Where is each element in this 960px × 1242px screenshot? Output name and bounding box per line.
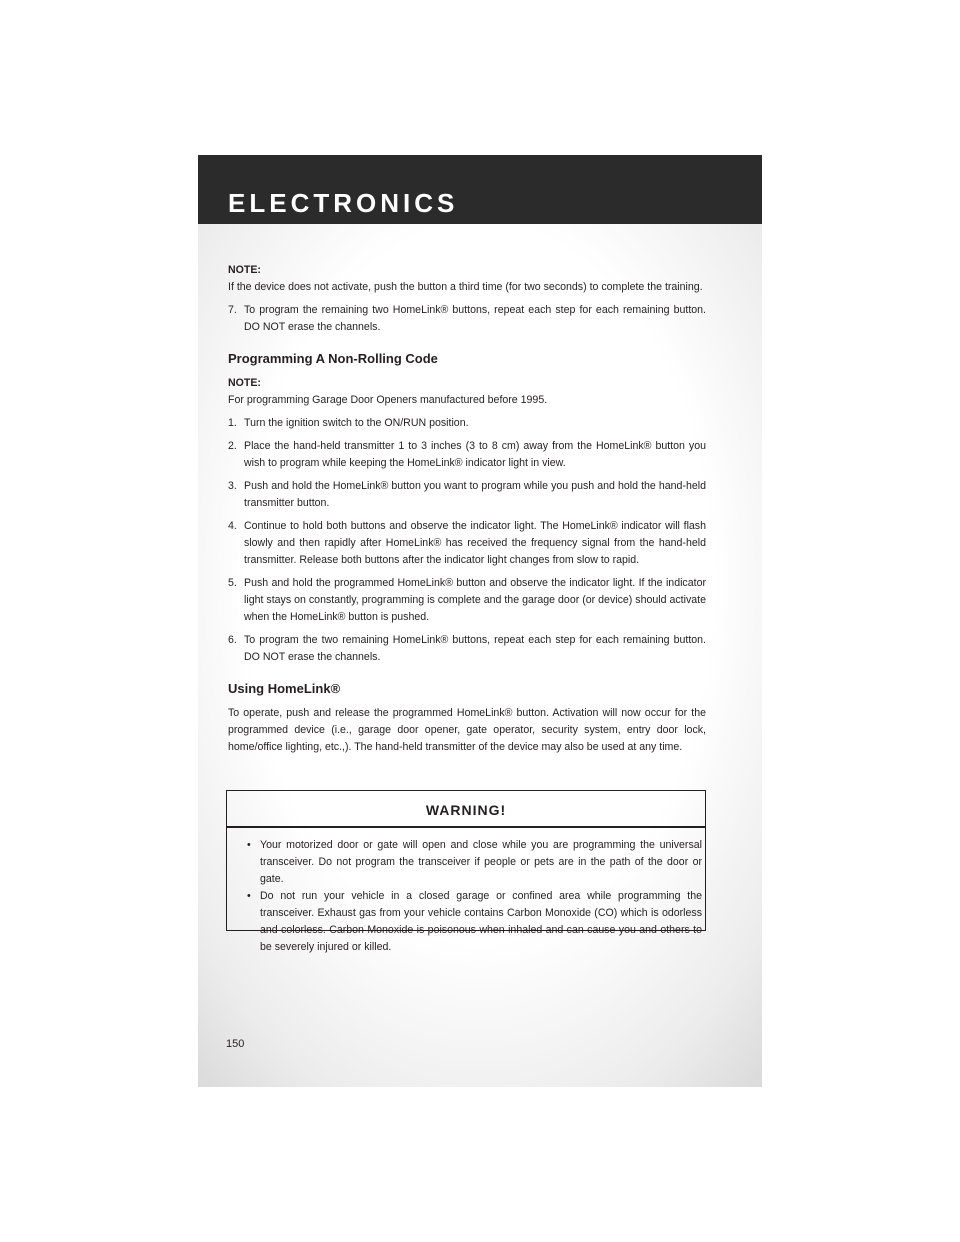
step-item	[228, 518, 706, 569]
step-number: 4.	[228, 520, 237, 532]
step-item	[228, 302, 706, 336]
step-item	[228, 438, 706, 472]
step-item	[228, 575, 706, 626]
note-label: NOTE:	[228, 264, 261, 276]
step-text: Push and hold the HomeLink® button you want to program while you push and hold the hand-held transmitter button.	[244, 480, 706, 509]
section-header-title: ELECTRONICS	[228, 188, 459, 218]
warning-title: WARNING!	[425, 802, 507, 818]
step-item	[228, 632, 706, 666]
step-text: Push and hold the programmed HomeLink® button and observe the indicator light. If the indicator light stays on constantly, programming is complete and the garage door (or device) should activate when the HomeLink® button is pushed.	[244, 577, 706, 623]
step-text: Place the hand-held transmitter 1 to 3 inches (3 to 8 cm) away from the HomeLink® button you wish to program while keeping the HomeLink® indicator light in view.	[244, 440, 706, 469]
warning-divider	[227, 826, 705, 828]
section-title: Using HomeLink®	[228, 681, 341, 696]
page-number: 150	[226, 1038, 245, 1050]
bullet-icon: •	[247, 839, 251, 851]
page-content	[228, 262, 706, 762]
step-number: 2.	[228, 440, 237, 452]
warning-list	[227, 837, 707, 956]
step-text: Turn the ignition switch to the ON/RUN position.	[244, 417, 469, 429]
step-number: 1.	[228, 417, 237, 429]
bullet-icon: •	[247, 890, 251, 902]
step-text: To program the remaining two HomeLink® buttons, repeat each step for each remaining button. DO NOT erase the channels.	[244, 304, 706, 333]
note-text: If the device does not activate, push the button a third time (for two seconds) to complete the training.	[228, 281, 703, 293]
step-number: 3.	[228, 480, 237, 492]
step-item	[228, 415, 706, 432]
step-number: 5.	[228, 577, 237, 589]
warning-item-text: Your motorized door or gate will open and close while you are programming the universal transceiver. Do not program the transceiver if people or pets are in the path of the door or gate.	[260, 839, 702, 885]
warning-item	[227, 888, 705, 956]
warning-item-text: Do not run your vehicle in a closed garage or confined area while programming the transceiver. Exhaust gas from your vehicle contains Carbon Monoxide (CO) which is odorless and colorless. Carbon Monoxide is poisonous when inhaled and can cause you and others to be severely injured or killed.	[260, 890, 702, 953]
step-number: 7.	[228, 304, 237, 316]
step-text: Continue to hold both buttons and observe the indicator light. The HomeLink® indicator will flash slowly and then rapidly after HomeLink® has received the frequency signal from the hand-held transmitter. Release both buttons after the indicator light changes from slow to rapid.	[244, 520, 706, 566]
note-label: NOTE:	[228, 377, 261, 389]
note-text: For programming Garage Door Openers manufactured before 1995.	[228, 394, 548, 406]
warning-item	[227, 837, 705, 888]
section-title: Programming A Non-Rolling Code	[228, 351, 438, 366]
section-body: To operate, push and release the programmed HomeLink® button. Activation will now occur for the programmed device (i.e., garage door opener, gate operator, security system, entry door lock, home/office lighting, etc.,). The hand-held transmitter of the device may also be used at any time.	[228, 707, 706, 753]
step-text: To program the two remaining HomeLink® buttons, repeat each step for each remaining button. DO NOT erase the channels.	[244, 634, 706, 663]
step-item	[228, 478, 706, 512]
step-number: 6.	[228, 634, 237, 646]
warning-box	[226, 790, 706, 953]
